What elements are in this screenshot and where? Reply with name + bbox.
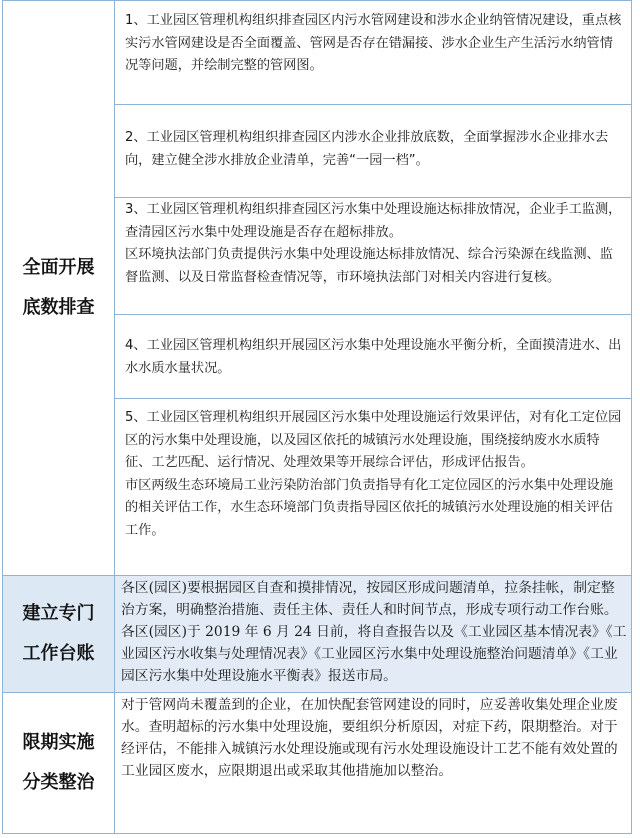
item-text: 3、工业园区管理机构组织排查园区污水集中处理设施达标排放情况，企业手工监测，查清园区污水集中处理设施是否存在超标排放。 <box>125 202 622 240</box>
item-text: 1、工业园区管理机构组织排查园区内污水管网建设和涉水企业纳管情况建设，重点核实污水管网建设是否全面覆盖、管网是否存在错漏接、涉水企业生产生活污水纳管情况等问题，并绘制完整的管网图。 <box>125 13 622 73</box>
survey-item-4 <box>115 315 631 399</box>
item-text-responsibility: 区环境执法部门负责提供污水集中处理设施达标排放情况、综合污染源在线监测、监督监测、以及日常监督检查情况等，市环境执法部门对相关内容进行复核。 <box>125 247 613 285</box>
survey-item-1 <box>115 1 631 105</box>
category-title-line: 建立专门 <box>22 603 95 624</box>
category-work-ledger <box>3 576 115 693</box>
item-text-responsibility: 市区两级生态环境局工业污染防治部门负责指导有化工定位园区的污水集中处理设施的相关评估工作，水生态环境部门负责指导园区依托的城镇污水处理设施的相关评估工作。 <box>125 477 613 538</box>
item-text: 5、工业园区管理机构组织开展园区污水集中处理设施运行效果评估，对有化工定位园区的污水集中处理设施，以及园区依托的城镇污水处理设施，围绕接纳废水水质特征、工艺匹配、运行情况、处理效果等开展综合评估，形成评估报告。 <box>125 410 622 470</box>
category-title-line: 限期实施 <box>22 732 95 753</box>
survey-item-5 <box>115 399 631 576</box>
category-title-line: 全面开展 <box>22 257 95 278</box>
ledger-paragraph: 各区(园区)要根据园区自查和摸排情况，按园区形成问题清单，拉条挂帐，制定整治方案，明确整治措施、责任主体、责任人和时间节点，形成专项行动工作台账。各区(园区)于 2019 年 6 月 24 日前，将自查报告以及《工业园区基本情况表》《工业园区污水收集与处理情况表》《工业园区污水集中处理设施整治问题清单》《工业园区污水集中处理设施水平衡表》报送市局。 <box>121 580 627 684</box>
item-text: 4、工业园区管理机构组织开展园区污水集中处理设施水平衡分析，全面摸清进水、出水水质水量状况。 <box>125 338 622 376</box>
category-baseline-survey <box>3 1 115 576</box>
category-title-line: 分类整治 <box>22 772 95 793</box>
category-title-line: 工作台账 <box>22 643 95 664</box>
item-text: 2、工业园区管理机构组织排查园区内涉水企业排放底数，全面掌握涉水企业排水去向，建立健全涉水排放企业清单，完善“一园一档”。 <box>125 130 609 168</box>
survey-item-2 <box>115 105 631 198</box>
category-rectification <box>3 693 115 833</box>
rectification-text <box>115 693 631 833</box>
category-title-line: 底数排查 <box>22 297 95 318</box>
survey-item-3 <box>115 198 631 315</box>
rectification-paragraph: 对于管网尚未覆盖到的企业，在加快配套管网建设的同时，应妥善收集处理企业废水。查明超标的污水集中处理设施，要组织分析原因，对症下药，限期整治。对于经评估，不能排入城镇污水处理设施或现有污水处理设施设计工艺不能有效处置的工业园区废水，应限期退出或采取其他措施加以整治。 <box>121 697 618 779</box>
measures-table <box>2 0 632 834</box>
work-ledger-text <box>115 576 631 693</box>
